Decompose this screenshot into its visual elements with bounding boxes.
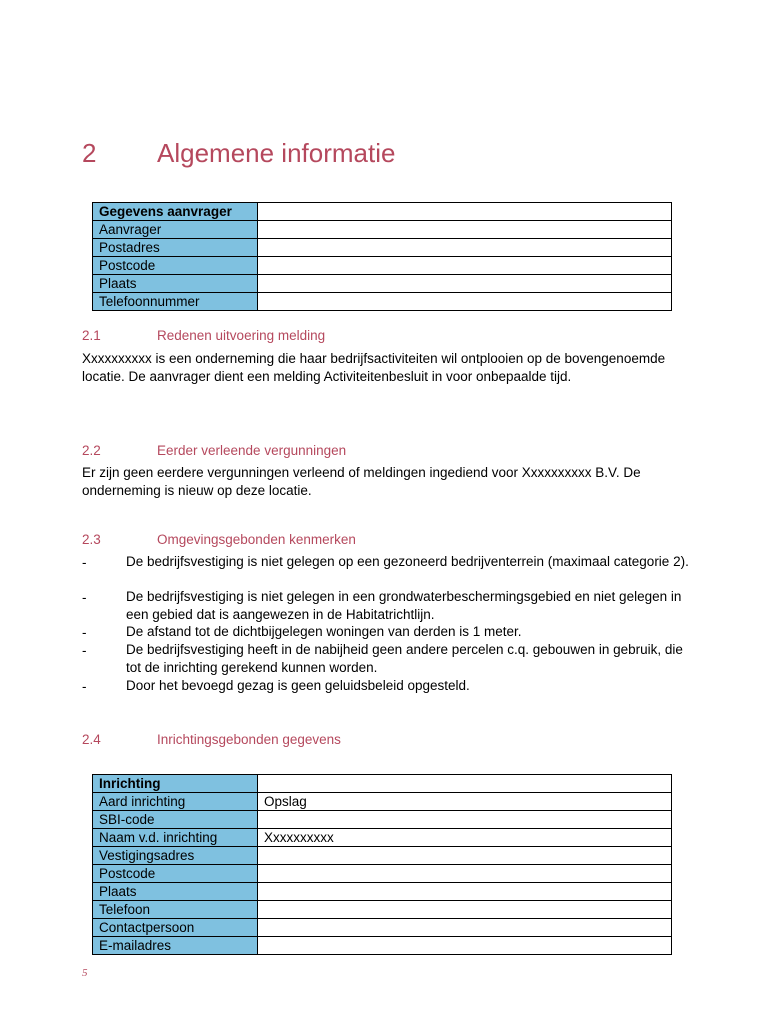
- row-label: Postcode: [93, 865, 258, 883]
- table-row: [93, 937, 672, 955]
- row-value: [258, 257, 672, 275]
- bullet-marker: -: [82, 679, 87, 694]
- table-header-value: [258, 203, 672, 221]
- bullet-text: De afstand tot de dichtbijgelegen woningen van derden is 1 meter.: [126, 624, 522, 639]
- row-label: Plaats: [93, 883, 258, 901]
- table-row: [93, 811, 672, 829]
- table-row: [93, 883, 672, 901]
- row-label: Plaats: [93, 275, 258, 293]
- section-title: Eerder verleende vergunningen: [157, 443, 347, 458]
- row-value: [258, 865, 672, 883]
- bullet-marker: -: [82, 643, 87, 658]
- row-value: [258, 847, 672, 865]
- row-label: Contactpersoon: [93, 919, 258, 937]
- table-header-row: [93, 203, 672, 221]
- row-label: SBI-code: [93, 811, 258, 829]
- list-item: [82, 641, 697, 676]
- table-row: [93, 865, 672, 883]
- row-value: [258, 293, 672, 311]
- bullet-marker: -: [82, 590, 87, 605]
- row-label: Vestigingsadres: [93, 847, 258, 865]
- row-value: [258, 901, 672, 919]
- list-item: [82, 588, 697, 623]
- row-value: [258, 883, 672, 901]
- table-header-label: Gegevens aanvrager: [93, 203, 258, 221]
- bullet-marker: -: [82, 555, 87, 570]
- row-label: Postcode: [93, 257, 258, 275]
- bullet-text: De bedrijfsvestiging is niet gelegen in een grondwaterbeschermingsgebied en niet gelegen in een gebied dat is aangewezen in de Habitatrichtlijn.: [126, 589, 682, 622]
- row-label: Postadres: [93, 239, 258, 257]
- row-label: Telefoonnummer: [93, 293, 258, 311]
- table-header-label: Inrichting: [93, 775, 258, 793]
- section-number: 2.1: [82, 328, 101, 343]
- bullet-text: Door het bevoegd gezag is geen geluidsbeleid opgesteld.: [126, 678, 470, 693]
- chapter-number: 2: [82, 138, 97, 168]
- section-number: 2.4: [82, 732, 101, 747]
- row-value: Opslag: [258, 793, 672, 811]
- section-paragraph: Xxxxxxxxxx is een onderneming die haar bedrijfsactiviteiten wil ontplooien op de bovengenoemde locatie. De aanvrager dient een melding Activiteitenbesluit in voor onbepaalde tijd.: [82, 351, 666, 384]
- list-item: [82, 677, 697, 695]
- section-title: Redenen uitvoering melding: [157, 328, 326, 343]
- applicant-table: [92, 202, 672, 311]
- table-row: [93, 257, 672, 275]
- section-paragraph: Er zijn geen eerdere vergunningen verleend of meldingen ingediend voor Xxxxxxxxxx B.V. De onderneming is nieuw op deze locatie.: [82, 465, 641, 498]
- row-label: Naam v.d. inrichting: [93, 829, 258, 847]
- bullet-text: De bedrijfsvestiging is niet gelegen op een gezoneerd bedrijventerrein (maximaal categorie 2).: [126, 554, 689, 569]
- row-value: [258, 239, 672, 257]
- table-row: [93, 793, 672, 811]
- section-title: Omgevingsgebonden kenmerken: [157, 532, 356, 547]
- list-item: [82, 553, 697, 571]
- row-value: [258, 275, 672, 293]
- table-row: [93, 275, 672, 293]
- bullet-marker: -: [82, 625, 87, 640]
- table-row: [93, 293, 672, 311]
- row-value: [258, 919, 672, 937]
- row-value: Xxxxxxxxxx: [258, 829, 672, 847]
- section-number: 2.2: [82, 443, 101, 458]
- row-label: E-mailadres: [93, 937, 258, 955]
- bullet-text: De bedrijfsvestiging heeft in de nabijheid geen andere percelen c.q. gebouwen in gebruik, die tot de inrichting gerekend kunnen worden.: [126, 642, 683, 675]
- row-value: [258, 811, 672, 829]
- table-row: [93, 919, 672, 937]
- page-number: 5: [82, 967, 88, 979]
- list-item: [82, 623, 697, 641]
- row-value: [258, 221, 672, 239]
- row-label: Aard inrichting: [93, 793, 258, 811]
- table-row: [93, 221, 672, 239]
- chapter-title: Algemene informatie: [157, 138, 396, 168]
- table-row: [93, 239, 672, 257]
- row-label: Telefoon: [93, 901, 258, 919]
- section-title: Inrichtingsgebonden gegevens: [157, 732, 341, 747]
- section-number: 2.3: [82, 532, 101, 547]
- establishment-table: [92, 774, 672, 955]
- table-row: [93, 829, 672, 847]
- table-header-value: [258, 775, 672, 793]
- row-label: Aanvrager: [93, 221, 258, 239]
- table-header-row: [93, 775, 672, 793]
- table-row: [93, 847, 672, 865]
- row-value: [258, 937, 672, 955]
- table-row: [93, 901, 672, 919]
